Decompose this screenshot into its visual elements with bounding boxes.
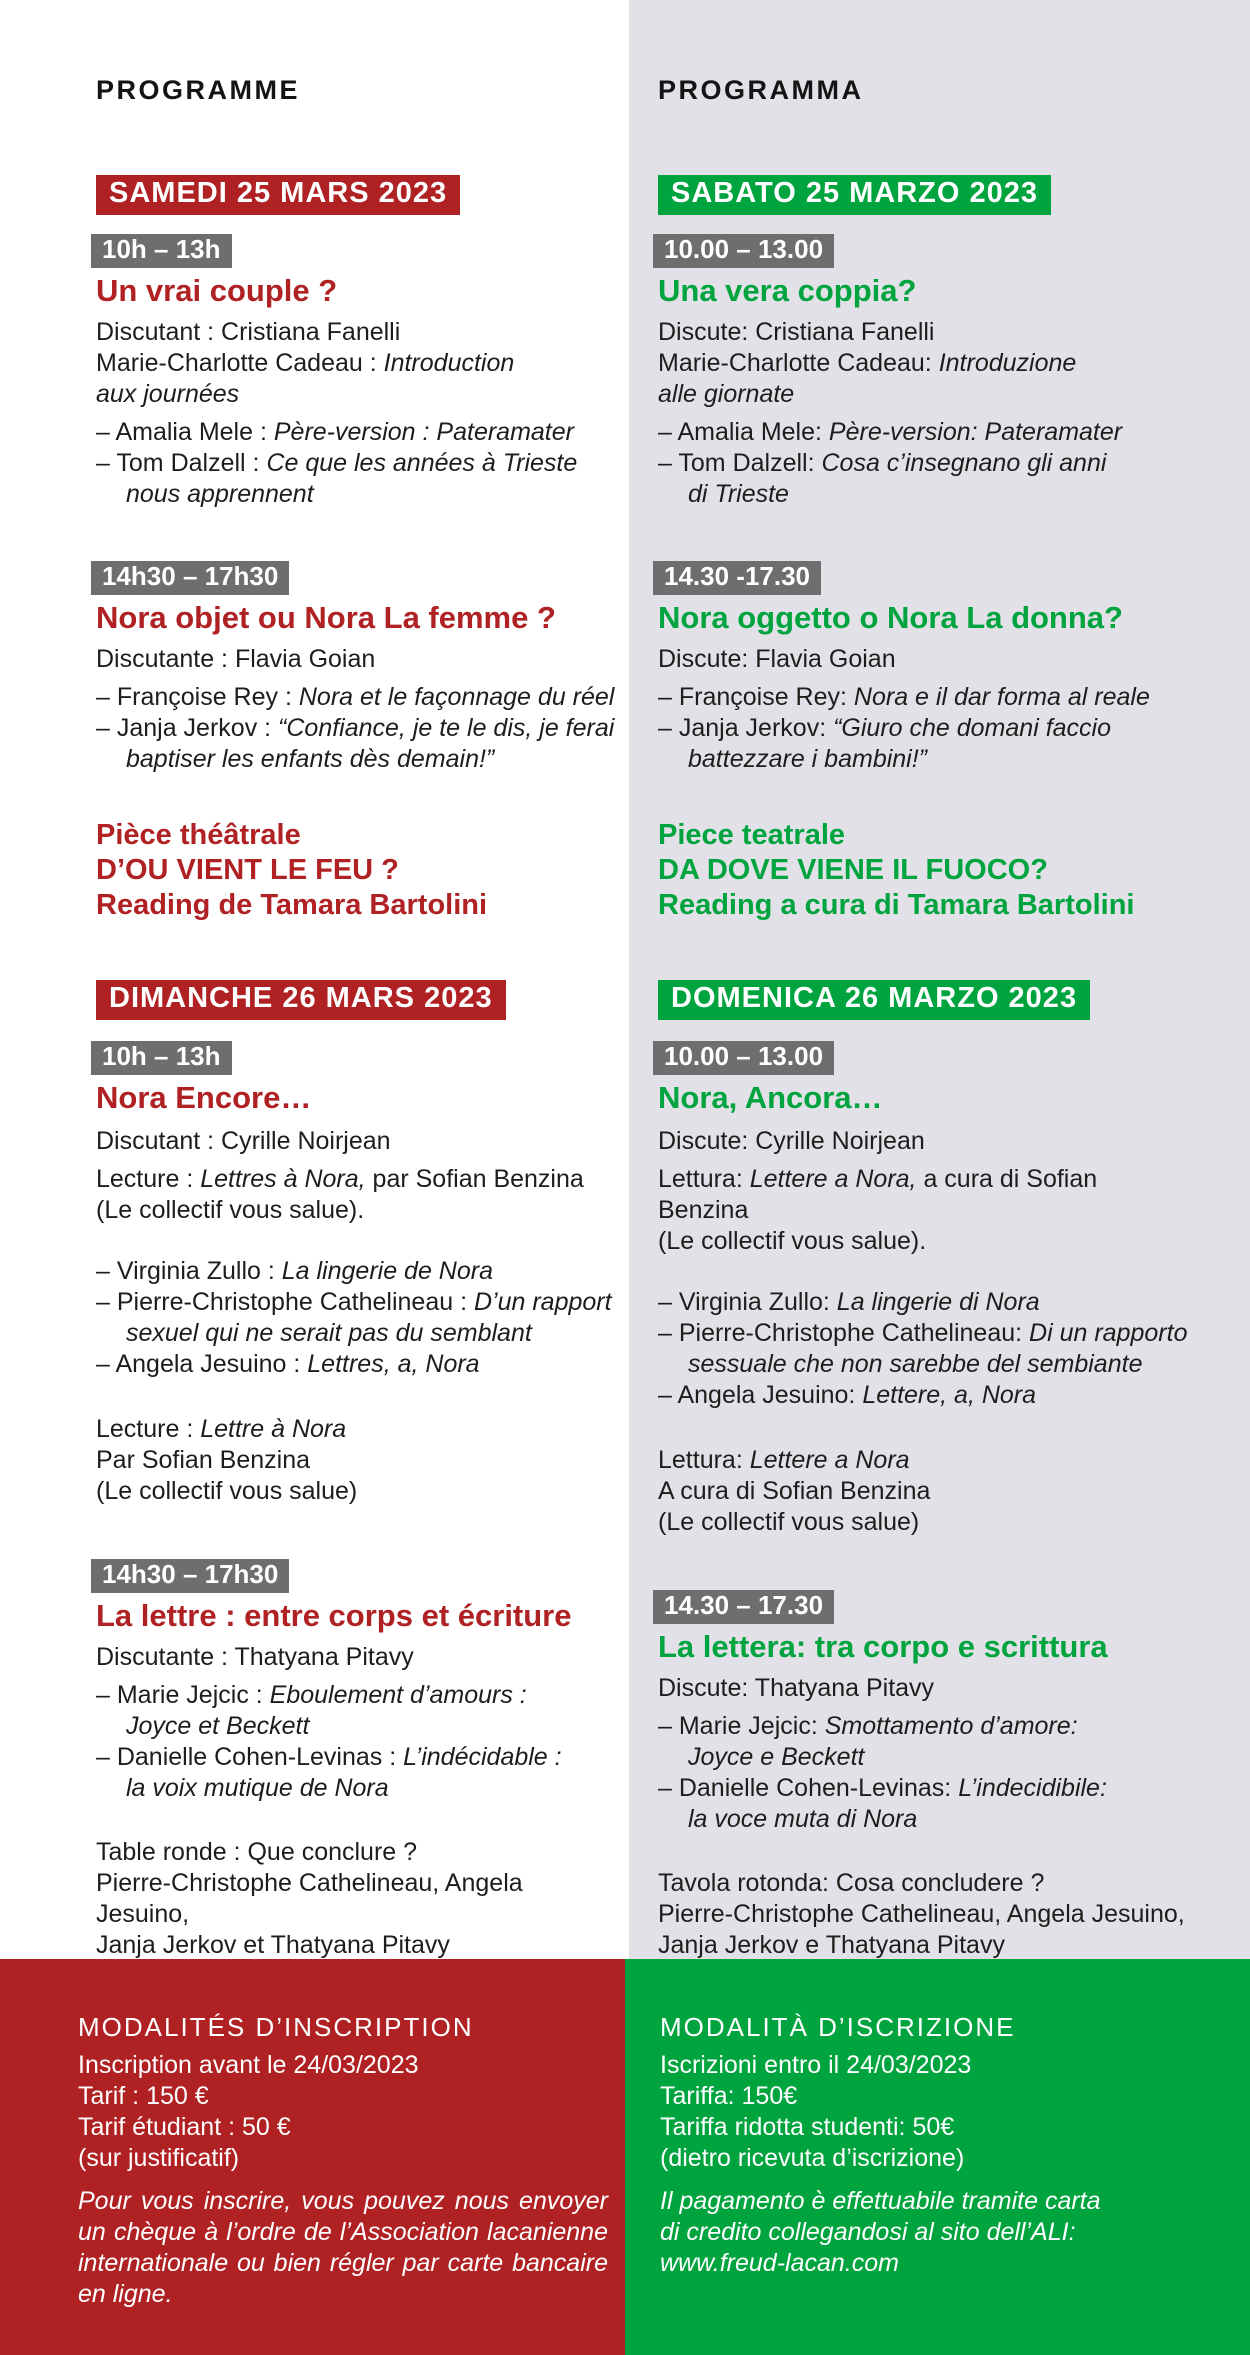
it-session3-bullet-1: – Virginia Zullo: La lingerie di Nora [658, 1288, 1040, 1317]
registration-footer-fr [0, 1959, 625, 2355]
fr-footer-lines [78, 2050, 608, 2174]
it-session3-time-badge: 10.00 – 13.00 [653, 1041, 834, 1075]
it-footer-line-2: Tariffa: 150€ [660, 2082, 798, 2110]
it-session2-time-badge: 14.30 -17.30 [653, 561, 821, 595]
fr-session1-intro: Marie-Charlotte Cadeau : Introduction aux journées [96, 349, 515, 408]
fr-session1-bullets [96, 417, 616, 510]
fr-theatre-block [96, 818, 616, 923]
it-footer-line-1: Iscrizioni entro il 24/03/2023 [660, 2051, 972, 2079]
it-session4-bullet-1: – Marie Jejcic: Smottamento d’amore: Joyce e Beckett [658, 1712, 1078, 1772]
fr-session3-time-badge: 10h – 13h [91, 1041, 232, 1075]
fr-session3-bullets [96, 1256, 616, 1380]
fr-session3-reading: Lecture : Lettre à Nora Par Sofian Benzina (Le collectif vous salue) [96, 1415, 358, 1506]
it-round-table: Tavola rotonda: Cosa concludere ? Pierre-Christophe Cathelineau, Angela Jesuino, Janja Jerkov e Thatyana Pitavy [658, 1869, 1185, 1960]
it-session1-bullet-1: – Amalia Mele: Père-version: Pateramater [658, 418, 1123, 446]
it-session4-time-badge: 14.30 – 17.30 [653, 1590, 834, 1624]
it-session3-title: Nora, Ancora… [658, 1080, 883, 1116]
it-session2-discussant: Discute: Flavia Goian [658, 645, 896, 674]
fr-session2-bullet-1: – Françoise Rey : Nora et le façonnage du réel [96, 683, 615, 712]
fr-session1-time-badge: 10h – 13h [91, 234, 232, 268]
fr-session3-title: Nora Encore… [96, 1080, 312, 1116]
it-theatre-block [658, 818, 1193, 923]
fr-session3-lecture: Lecture : Lettres à Nora, par Sofian Benzina (Le collectif vous salue). [96, 1165, 584, 1225]
fr-session2-title: Nora objet ou Nora La femme ? [96, 600, 556, 636]
registration-footer-it [625, 1959, 1250, 2355]
page-title-fr: PROGRAMME [96, 75, 300, 105]
it-day1-banner: SABATO 25 MARZO 2023 [658, 175, 1051, 215]
fr-footer-line-4: (sur justificatif) [78, 2144, 240, 2172]
fr-session4-bullet-2: – Danielle Cohen-Levinas : L’indécidable : la voix mutique de Nora [96, 1743, 562, 1803]
fr-session1-bullet-1: – Amalia Mele : Père-version : Pateramater [96, 418, 574, 446]
it-footer-lines [660, 2050, 1210, 2174]
fr-session3-bullet-2: – Pierre-Christophe Cathelineau : D’un rapport sexuel qui ne serait pas du semblant [96, 1288, 612, 1348]
fr-session3-discussant: Discutant : Cyrille Noirjean [96, 1127, 391, 1156]
italian-column [658, 75, 1193, 1961]
it-session3-reading: Lettura: Lettere a Nora A cura di Sofian Benzina (Le collectif vous salue) [658, 1446, 931, 1537]
it-footer-line-4: (dietro ricevuta d’iscrizione) [660, 2144, 965, 2172]
fr-session3-bullet-3: – Angela Jesuino : Lettres, a, Nora [96, 1350, 480, 1379]
it-theatre-line-1: Piece teatrale [658, 819, 846, 852]
fr-session2-time-badge: 14h30 – 17h30 [91, 561, 289, 595]
fr-footer-note: Pour vous inscrire, vous pouvez nous envoyer un chèque à l’ordre de l’Association lacanienne internationale ou bien régler par carte bancaire en ligne. [78, 2187, 608, 2308]
it-session1-time-badge: 10.00 – 13.00 [653, 234, 834, 268]
it-session4-title: La lettera: tra corpo e scrittura [658, 1629, 1108, 1665]
it-session3-discussant: Discute: Cyrille Noirjean [658, 1127, 925, 1156]
it-theatre-line-3: Reading a cura di Tamara Bartolini [658, 889, 1135, 922]
fr-session1-bullet-2: – Tom Dalzell : Ce que les années à Trieste nous apprennent [96, 449, 578, 508]
it-session3-lecture: Lettura: Lettere a Nora, a cura di Sofian Benzina (Le collectif vous salue). [658, 1165, 1098, 1256]
it-session2-bullet-1: – Françoise Rey: Nora e il dar forma al reale [658, 683, 1150, 712]
it-session1-bullet-2: – Tom Dalzell: Cosa c’insegnano gli anni di Trieste [658, 449, 1107, 508]
it-theatre-line-2: DA DOVE VIENE IL FUOCO? [658, 854, 1048, 887]
fr-session3-bullet-1: – Virginia Zullo : La lingerie de Nora [96, 1257, 493, 1286]
it-session2-bullets [658, 682, 1193, 775]
it-session4-bullet-2: – Danielle Cohen-Levinas: L’indecidibile: la voce muta di Nora [658, 1774, 1107, 1834]
fr-session4-time-badge: 14h30 – 17h30 [91, 1559, 289, 1593]
fr-footer-title: MODALITÉS D’INSCRIPTION [78, 2012, 474, 2042]
it-session1-intro: Marie-Charlotte Cadeau: Introduzione alle giornate [658, 349, 1077, 408]
it-footer-title: MODALITÀ D’ISCRIZIONE [660, 2012, 1016, 2042]
it-session1-bullets [658, 417, 1193, 510]
it-footer-line-3: Tariffa ridotta studenti: 50€ [660, 2113, 955, 2141]
it-day2-banner: DOMENICA 26 MARZO 2023 [658, 980, 1090, 1020]
fr-theatre-line-1: Pièce théâtrale [96, 819, 301, 852]
fr-footer-line-2: Tarif : 150 € [78, 2082, 209, 2110]
it-session4-bullets [658, 1711, 1193, 1835]
it-footer-note: Il pagamento è effettuabile tramite carta di credito collegandosi al sito dell’ALI: www.freud-lacan.com [660, 2187, 1101, 2277]
it-session3-bullet-2: – Pierre-Christophe Cathelineau: Di un rapporto sessuale che non sarebbe del sembiante [658, 1319, 1188, 1379]
fr-session4-bullets [96, 1680, 616, 1804]
fr-session1-discussant: Discutant : Cristiana Fanelli [96, 318, 401, 346]
fr-footer-line-3: Tarif étudiant : 50 € [78, 2113, 291, 2141]
it-session1-title: Una vera coppia? [658, 273, 917, 308]
fr-session2-bullets [96, 682, 616, 775]
it-session2-bullet-2: – Janja Jerkov: “Giuro che domani faccio battezzare i bambini!” [658, 714, 1111, 774]
french-column [96, 75, 616, 1961]
it-session3-bullet-3: – Angela Jesuino: Lettere, a, Nora [658, 1381, 1037, 1410]
fr-theatre-line-2: D’OU VIENT LE FEU ? [96, 854, 399, 887]
page-title-it: PROGRAMMA [658, 75, 864, 105]
fr-session2-discussant: Discutante : Flavia Goian [96, 645, 376, 674]
it-session1-discussant: Discute: Cristiana Fanelli [658, 318, 935, 346]
fr-day1-banner: SAMEDI 25 MARS 2023 [96, 175, 460, 215]
fr-session4-title: La lettre : entre corps et écriture [96, 1598, 572, 1634]
it-session3-bullets [658, 1287, 1193, 1411]
fr-day2-banner: DIMANCHE 26 MARS 2023 [96, 980, 506, 1020]
fr-session4-bullet-1: – Marie Jejcic : Eboulement d’amours : Joyce et Beckett [96, 1681, 527, 1741]
fr-session4-discussant: Discutante : Thatyana Pitavy [96, 1643, 414, 1672]
fr-footer-line-1: Inscription avant le 24/03/2023 [78, 2051, 419, 2079]
it-session4-discussant: Discute: Thatyana Pitavy [658, 1674, 935, 1703]
fr-session2-bullet-2: – Janja Jerkov : “Confiance, je te le dis, je ferai baptiser les enfants dès demain!” [96, 714, 615, 774]
fr-round-table: Table ronde : Que conclure ? Pierre-Christophe Cathelineau, Angela Jesuino, Janja Jerkov et Thatyana Pitavy [96, 1838, 523, 1960]
fr-theatre-line-3: Reading de Tamara Bartolini [96, 889, 488, 922]
fr-session1-title: Un vrai couple ? [96, 273, 338, 308]
it-session2-title: Nora oggetto o Nora La donna? [658, 600, 1123, 636]
